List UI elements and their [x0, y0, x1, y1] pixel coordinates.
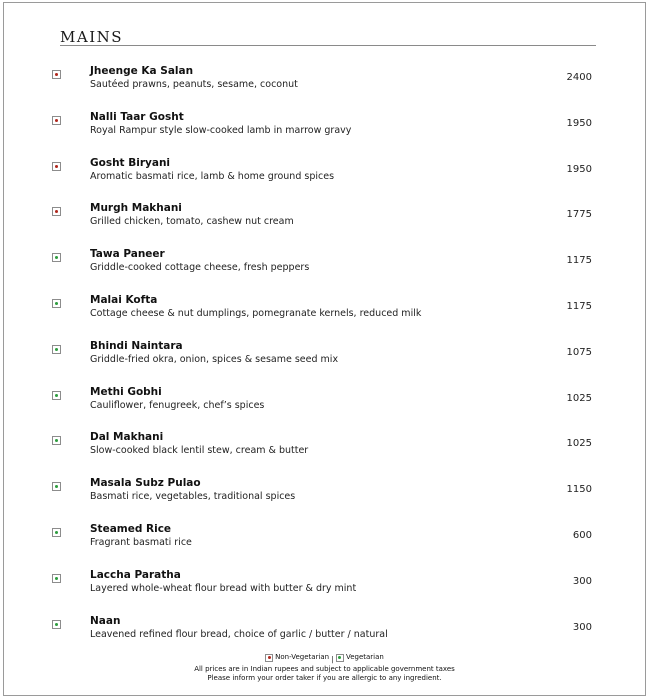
veg-icon — [52, 620, 61, 629]
item-name: Masala Subz Pulao — [90, 477, 201, 490]
item-description: Grilled chicken, tomato, cashew nut cream — [90, 216, 294, 228]
item-description: Cauliflower, fenugreek, chef’s spices — [90, 399, 265, 411]
menu-item — [4, 569, 645, 615]
menu-page — [3, 2, 646, 696]
veg-icon — [52, 482, 61, 491]
diet-legend — [4, 653, 645, 665]
veg-icon — [52, 345, 61, 354]
item-description: Layered whole-wheat flour bread with butter & dry mint — [90, 582, 357, 594]
menu-footer — [4, 653, 645, 683]
veg-icon — [52, 391, 61, 400]
item-name: Laccha Paratha — [90, 568, 181, 581]
nonveg-icon — [265, 654, 273, 662]
veg-icon — [52, 574, 61, 583]
item-description: Griddle-cooked cottage cheese, fresh peppers — [90, 262, 310, 274]
legend-nonveg — [265, 653, 329, 662]
menu-item — [4, 65, 645, 111]
item-price: 1025 — [566, 438, 592, 450]
item-description: Basmati rice, vegetables, traditional spices — [90, 491, 296, 503]
section-title: MAINS — [60, 28, 124, 46]
item-price: 2400 — [566, 72, 592, 83]
veg-icon — [336, 654, 344, 662]
item-price: 1950 — [566, 117, 592, 129]
item-description: Royal Rampur style slow-cooked lamb in marrow gravy — [90, 124, 352, 136]
legend-separator: | — [331, 655, 334, 664]
item-name: Murgh Makhani — [90, 202, 182, 215]
item-price: 1175 — [566, 300, 592, 312]
legend-veg-label: Vegetarian — [345, 653, 384, 661]
item-price: 1025 — [566, 392, 592, 404]
veg-icon — [52, 436, 61, 445]
item-price: 600 — [572, 529, 592, 541]
item-description: Griddle-fried okra, onion, spices & sesame seed mix — [90, 353, 339, 365]
item-price: 1150 — [566, 484, 592, 496]
item-name: Dal Makhani — [90, 431, 164, 444]
menu-item — [4, 294, 645, 340]
item-name: Jheenge Ka Salan — [90, 65, 194, 77]
menu-item — [4, 431, 645, 477]
veg-icon — [52, 253, 61, 262]
menu-item — [4, 523, 645, 569]
nonveg-icon — [52, 207, 61, 216]
item-price: 1075 — [566, 346, 592, 358]
menu-item — [4, 386, 645, 432]
item-description: Aromatic basmati rice, lamb & home ground spices — [90, 170, 335, 182]
item-price: 300 — [572, 575, 592, 587]
item-price: 300 — [572, 621, 592, 633]
item-name: Gosht Biryani — [90, 156, 171, 169]
nonveg-icon — [52, 70, 61, 79]
nonveg-icon — [52, 116, 61, 125]
item-description: Fragrant basmati rice — [90, 536, 192, 548]
item-name: Tawa Paneer — [90, 248, 165, 261]
allergy-note: Please inform your order taker if you are allergic to any ingredient. — [207, 673, 442, 682]
title-divider — [60, 45, 596, 46]
item-name: Malai Kofta — [90, 293, 158, 306]
item-description: Slow-cooked black lentil stew, cream & butter — [90, 445, 309, 457]
item-name: Nalli Taar Gosht — [90, 110, 184, 123]
item-description: Leavened refined flour bread, choice of garlic / butter / natural — [90, 628, 388, 640]
nonveg-icon — [52, 162, 61, 171]
menu-item — [4, 157, 645, 203]
item-name: Methi Gobhi — [90, 385, 162, 398]
item-price: 1950 — [566, 163, 592, 175]
item-name: Steamed Rice — [90, 522, 172, 535]
menu-item — [4, 202, 645, 248]
item-price: 1175 — [566, 255, 592, 267]
menu-items-list — [4, 65, 645, 660]
menu-item — [4, 111, 645, 157]
menu-item — [4, 248, 645, 294]
item-description: Sautéed prawns, peanuts, sesame, coconut — [90, 79, 298, 90]
menu-item — [4, 340, 645, 386]
tax-note: All prices are in Indian rupees and subject to applicable government taxes — [194, 664, 455, 673]
item-name: Bhindi Naintara — [90, 339, 183, 352]
menu-item — [4, 477, 645, 523]
veg-icon — [52, 299, 61, 308]
legend-nonveg-label: Non-Vegetarian — [275, 653, 330, 661]
item-description: Cottage cheese & nut dumplings, pomegranate kernels, reduced milk — [90, 307, 422, 319]
item-price: 1775 — [566, 209, 592, 221]
legend-veg — [336, 653, 384, 662]
item-name: Naan — [90, 614, 121, 627]
veg-icon — [52, 528, 61, 537]
